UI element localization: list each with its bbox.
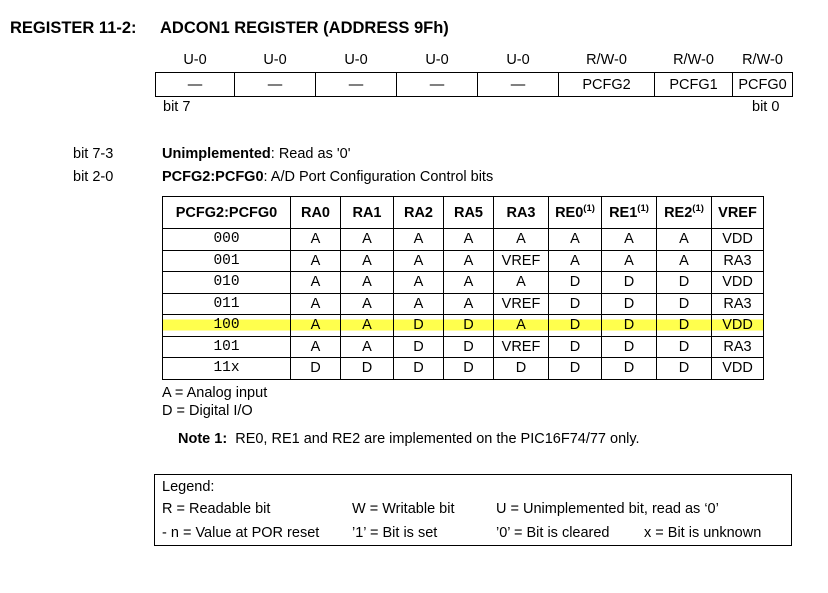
config-cell: A xyxy=(291,336,341,358)
note-text: RE0, RE1 and RE2 are implemented on the PIC16F74/77 only. xyxy=(235,431,640,447)
config-cell: A xyxy=(291,272,341,294)
config-cell: D xyxy=(657,336,712,358)
desc-text: : A/D Port Configuration Control bits xyxy=(263,169,494,185)
header-label: RE1 xyxy=(609,204,638,221)
register-bit-table xyxy=(155,52,793,97)
legend-box xyxy=(154,474,792,546)
footnote-ref: (1) xyxy=(583,202,595,214)
config-cell: A xyxy=(444,272,494,294)
config-cell: A xyxy=(602,250,657,272)
config-cell: VDD xyxy=(712,315,764,337)
config-cell: A xyxy=(494,229,549,251)
config-cell: A xyxy=(494,272,549,294)
config-cell: A xyxy=(341,315,394,337)
config-cell: D xyxy=(291,358,341,380)
header-ra1: RA1 xyxy=(341,197,394,229)
config-cell: D xyxy=(549,336,602,358)
config-cell: A xyxy=(549,250,602,272)
header-ra2: RA2 xyxy=(394,197,444,229)
config-code: 101 xyxy=(163,336,291,358)
bit-attribute: R/W-0 xyxy=(742,52,783,68)
footnote-ref: (1) xyxy=(637,202,649,214)
bit-attribute: R/W-0 xyxy=(586,52,627,68)
bit-name: — xyxy=(478,73,559,97)
msb-label: bit 7 xyxy=(163,99,191,115)
config-row xyxy=(163,315,764,337)
bit-attribute: U-0 xyxy=(183,52,207,68)
bit-attribute: U-0 xyxy=(263,52,287,68)
config-cell: D xyxy=(341,358,394,380)
config-cell: A xyxy=(341,250,394,272)
header-pcfg: PCFG2:PCFG0 xyxy=(163,197,291,229)
config-cell: RA3 xyxy=(712,336,764,358)
config-code: 11x xyxy=(163,358,291,380)
config-cell: A xyxy=(341,336,394,358)
config-code: 010 xyxy=(163,272,291,294)
config-code: 100 xyxy=(163,315,291,337)
config-cell: D xyxy=(657,272,712,294)
config-cell: A xyxy=(657,229,712,251)
desc-pcfg xyxy=(162,169,493,185)
config-row xyxy=(163,229,764,251)
config-cell: D xyxy=(549,293,602,315)
config-cell: D xyxy=(602,272,657,294)
port-config-table xyxy=(162,196,764,380)
config-cell: D xyxy=(602,358,657,380)
config-cell: A xyxy=(494,315,549,337)
bit-attribute: U-0 xyxy=(506,52,530,68)
config-cell: A xyxy=(291,229,341,251)
legend-por-reset: - n = Value at POR reset xyxy=(162,525,320,541)
config-cell: A xyxy=(291,315,341,337)
desc-name: PCFG2:PCFG0 xyxy=(162,169,264,185)
config-cell: D xyxy=(394,315,444,337)
desc-bits-7-3: bit 7-3 xyxy=(73,146,114,162)
note xyxy=(178,431,640,447)
legend-bit-set: ’1’ = Bit is set xyxy=(352,525,438,541)
register-title: ADCON1 REGISTER (ADDRESS 9Fh) xyxy=(160,19,449,37)
config-row xyxy=(163,272,764,294)
config-cell: A xyxy=(549,229,602,251)
bit-attribute: U-0 xyxy=(344,52,368,68)
config-cell: D xyxy=(394,336,444,358)
config-cell: D xyxy=(657,315,712,337)
config-row xyxy=(163,250,764,272)
header-ra5: RA5 xyxy=(444,197,494,229)
config-cell: A xyxy=(341,272,394,294)
config-cell: D xyxy=(602,336,657,358)
config-cell: VREF xyxy=(494,336,549,358)
bit-name: PCFG1 xyxy=(655,73,733,97)
config-cell: A xyxy=(291,250,341,272)
legend-writable: W = Writable bit xyxy=(352,501,455,517)
config-cell: D xyxy=(602,293,657,315)
config-cell: VDD xyxy=(712,272,764,294)
lsb-label: bit 0 xyxy=(752,99,780,115)
desc-unimplemented xyxy=(162,146,350,162)
config-cell: D xyxy=(394,358,444,380)
bit-name: — xyxy=(397,73,478,97)
config-cell: A xyxy=(444,229,494,251)
bit-name: PCFG0 xyxy=(733,73,793,97)
header-label: RE0 xyxy=(555,204,584,221)
config-cell: D xyxy=(549,272,602,294)
config-cell: D xyxy=(444,336,494,358)
config-cell: A xyxy=(602,229,657,251)
config-cell: RA3 xyxy=(712,293,764,315)
header-ra3: RA3 xyxy=(494,197,549,229)
config-cell: A xyxy=(394,229,444,251)
config-cell: D xyxy=(657,293,712,315)
bit-name: — xyxy=(316,73,397,97)
legend-bit-cleared: ’0’ = Bit is cleared xyxy=(496,525,610,541)
config-cell: VREF xyxy=(494,250,549,272)
header-re1 xyxy=(602,197,657,229)
bit-attribute: R/W-0 xyxy=(673,52,714,68)
header-ra0: RA0 xyxy=(291,197,341,229)
config-cell: A xyxy=(291,293,341,315)
desc-bits-2-0: bit 2-0 xyxy=(73,169,114,185)
config-code: 011 xyxy=(163,293,291,315)
config-cell: RA3 xyxy=(712,250,764,272)
config-code: 000 xyxy=(163,229,291,251)
header-re0 xyxy=(549,197,602,229)
desc-name: Unimplemented xyxy=(162,146,271,162)
config-cell: D xyxy=(549,358,602,380)
header-vref: VREF xyxy=(712,197,764,229)
config-cell: D xyxy=(494,358,549,380)
config-cell: A xyxy=(394,293,444,315)
config-code: 001 xyxy=(163,250,291,272)
config-cell: D xyxy=(549,315,602,337)
config-row xyxy=(163,358,764,380)
config-cell: VREF xyxy=(494,293,549,315)
bit-name: PCFG2 xyxy=(559,73,655,97)
config-cell: A xyxy=(394,250,444,272)
bit-attribute: U-0 xyxy=(425,52,449,68)
config-cell: A xyxy=(444,250,494,272)
desc-text: : Read as '0' xyxy=(270,146,351,162)
config-cell: VDD xyxy=(712,358,764,380)
bit-name: — xyxy=(235,73,316,97)
header-label: RE2 xyxy=(664,204,693,221)
config-cell: D xyxy=(444,315,494,337)
legend-title: Legend: xyxy=(162,479,215,495)
key-digital: D = Digital I/O xyxy=(162,403,253,419)
config-cell: A xyxy=(394,272,444,294)
footnote-ref: (1) xyxy=(692,202,704,214)
config-cell: A xyxy=(341,229,394,251)
legend-bit-unknown: x = Bit is unknown xyxy=(644,525,762,541)
config-table-body xyxy=(163,229,764,380)
config-cell: D xyxy=(444,358,494,380)
register-id: REGISTER 11-2: xyxy=(10,19,137,37)
config-cell: A xyxy=(657,250,712,272)
legend-readable: R = Readable bit xyxy=(162,501,271,517)
config-cell: D xyxy=(657,358,712,380)
key-analog: A = Analog input xyxy=(162,385,268,401)
legend-unimplemented: U = Unimplemented bit, read as ‘0’ xyxy=(496,501,719,517)
header-re2 xyxy=(657,197,712,229)
config-row xyxy=(163,293,764,315)
config-cell: A xyxy=(444,293,494,315)
config-cell: VDD xyxy=(712,229,764,251)
note-label: Note 1: xyxy=(178,431,228,447)
bit-name: — xyxy=(156,73,235,97)
config-cell: D xyxy=(602,315,657,337)
config-row xyxy=(163,336,764,358)
config-cell: A xyxy=(341,293,394,315)
